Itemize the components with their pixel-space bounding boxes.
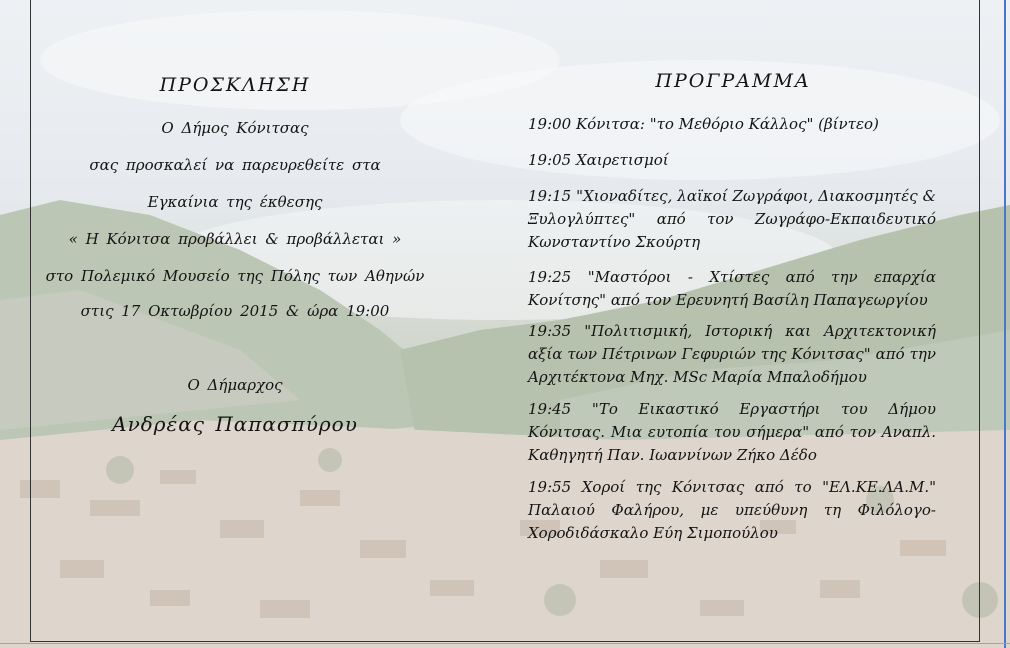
invitation-venue: στο Πολεμικό Μουσείο της Πόλης των Αθηνών xyxy=(45,267,425,285)
program-item: 19:05 Χαιρετισμοί xyxy=(528,151,669,169)
program-item: 19:00 Κόνιτσα: "το Μεθόριο Κάλλος" (βίντεο) xyxy=(528,115,879,133)
invitation-line-3: Εγκαίνια της έκθεσης xyxy=(147,193,323,211)
page-edge-right xyxy=(1004,0,1006,648)
invitation-date: στις 17 Οκτωβρίου 2015 & ώρα 19:00 xyxy=(80,302,390,320)
mayor-name: Ανδρέας Παπασπύρου xyxy=(112,412,358,436)
program-item: 19:55 Χοροί της Κόνιτσας από το "ΕΛ.ΚΕ.ΛΑ.Μ." Παλαιού Φαλήρου, με υπεύθυνη τη Φιλόλογο-Χοροδιδάσκαλο Εύη Σιμοπούλου xyxy=(528,478,936,542)
invitation-line-1: Ο Δήμος Κόνιτσας xyxy=(161,119,309,137)
invitation-title: ΠΡΟΣΚΛΗΣΗ xyxy=(159,74,311,96)
page-edge-bottom xyxy=(0,643,1010,644)
mayor-title: Ο Δήμαρχος xyxy=(187,376,283,394)
invitation-line-2: σας προσκαλεί να παρευρεθείτε στα xyxy=(89,156,381,174)
program-title: ΠΡΟΓΡΑΜΜΑ xyxy=(655,70,811,92)
exhibition-title: « Η Κόνιτσα προβάλλει & προβάλλεται » xyxy=(68,230,402,248)
program-item: 19:25 "Μαστόροι - Χτίστες από την επαρχία Κονίτσης" από τον Ερευνητή Βασίλη Παπαγεωργίου xyxy=(528,268,936,309)
program-item: 19:45 "Το Εικαστικό Εργαστήρι του Δήμου Κόνιτσας. Μια ευτοπία του σήμερα" από τον Αναπλ. Καθηγητή Παν. Ιωαννίνων Ζήκο Δέδο xyxy=(528,400,936,464)
program-item: 19:35 "Πολιτισμική, Ιστορική και Αρχιτεκτονική αξία των Πέτρινων Γεφυριών της Κόνιτσας" από την Αρχιτέκτονα Μηχ. MSc Μαρία Μπαλοδήμου xyxy=(528,322,936,386)
program-item: 19:15 "Χιοναδίτες, λαϊκοί Ζωγράφοι, Διακοσμητές & Ξυλογλύπτες" από τον Ζωγράφο-Εκπαιδευτικό Κωνσταντίνο Σκούρτη xyxy=(528,187,936,251)
